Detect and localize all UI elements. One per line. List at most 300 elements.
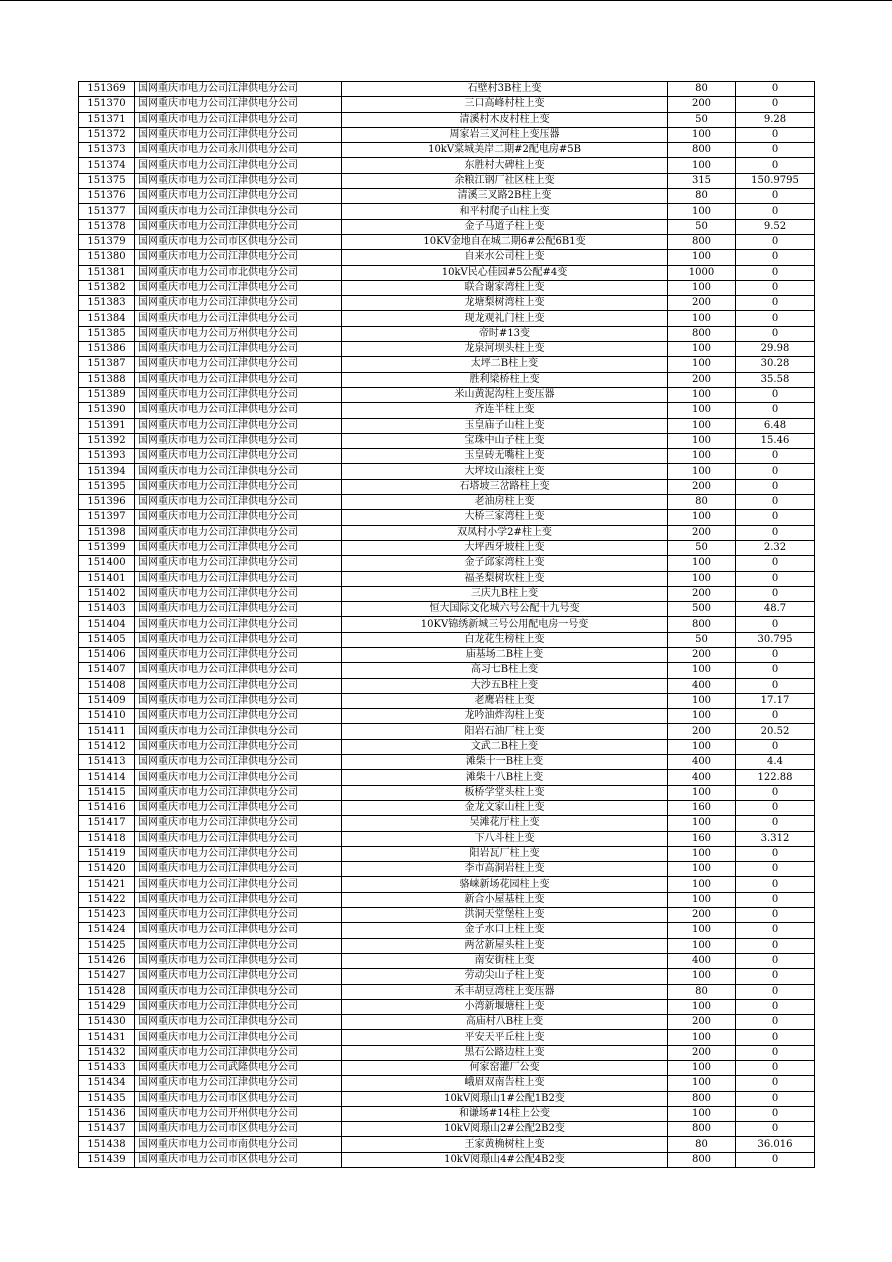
table-row — [79, 525, 815, 540]
table-row — [79, 571, 815, 586]
row-id-cell: 151382 — [79, 280, 135, 295]
company-cell: 国网重庆市电力公司永川供电分公司 — [135, 143, 342, 158]
capacity-cell: 100 — [668, 1061, 736, 1076]
row-id-cell: 151386 — [79, 342, 135, 357]
transformer-name-cell: 高庙村八B柱上变 — [342, 1015, 668, 1030]
capacity-cell: 200 — [668, 1015, 736, 1030]
transformer-name-cell: 劳动尖山子柱上变 — [342, 969, 668, 984]
capacity-cell: 100 — [668, 387, 736, 402]
value-cell: 0 — [736, 984, 815, 999]
table-row — [79, 938, 815, 953]
company-cell: 国网重庆市电力公司江津供电分公司 — [135, 953, 342, 968]
table-row — [79, 617, 815, 632]
capacity-cell: 100 — [668, 342, 736, 357]
company-cell: 国网重庆市电力公司江津供电分公司 — [135, 540, 342, 555]
value-cell: 0 — [736, 846, 815, 861]
row-id-cell: 151378 — [79, 219, 135, 234]
capacity-cell: 160 — [668, 831, 736, 846]
transformer-name-cell: 峨眉双南告柱上变 — [342, 1076, 668, 1091]
table-row — [79, 724, 815, 739]
table-row — [79, 387, 815, 402]
capacity-cell: 80 — [668, 495, 736, 510]
value-cell: 35.58 — [736, 372, 815, 387]
capacity-cell: 400 — [668, 678, 736, 693]
row-id-cell: 151404 — [79, 617, 135, 632]
table-row — [79, 219, 815, 234]
company-cell: 国网重庆市电力公司江津供电分公司 — [135, 311, 342, 326]
transformer-name-cell: 平安天平丘柱上变 — [342, 1030, 668, 1045]
capacity-cell: 100 — [668, 846, 736, 861]
value-cell: 0 — [736, 556, 815, 571]
row-id-cell: 151437 — [79, 1122, 135, 1137]
capacity-cell: 800 — [668, 617, 736, 632]
company-cell: 国网重庆市电力公司江津供电分公司 — [135, 923, 342, 938]
row-id-cell: 151425 — [79, 938, 135, 953]
capacity-cell: 50 — [668, 219, 736, 234]
table-row — [79, 908, 815, 923]
table-row — [79, 862, 815, 877]
row-id-cell: 151409 — [79, 693, 135, 708]
row-id-cell: 151390 — [79, 403, 135, 418]
value-cell: 30.795 — [736, 632, 815, 647]
table-row — [79, 112, 815, 127]
row-id-cell: 151376 — [79, 189, 135, 204]
value-cell: 0 — [736, 265, 815, 280]
table-row — [79, 1137, 815, 1152]
value-cell: 0 — [736, 617, 815, 632]
transformer-name-cell: 阳岩瓦厂柱上变 — [342, 846, 668, 861]
capacity-cell: 100 — [668, 357, 736, 372]
transformer-name-cell: 清溪村木皮村柱上变 — [342, 112, 668, 127]
row-id-cell: 151428 — [79, 984, 135, 999]
capacity-cell: 800 — [668, 1091, 736, 1106]
value-cell: 0 — [736, 280, 815, 295]
company-cell: 国网重庆市电力公司江津供电分公司 — [135, 280, 342, 295]
transformer-name-cell: 10kV阅璟山2#公配2B2变 — [342, 1122, 668, 1137]
table-row — [79, 479, 815, 494]
capacity-cell: 800 — [668, 1122, 736, 1137]
company-cell: 国网重庆市电力公司江津供电分公司 — [135, 250, 342, 265]
capacity-cell: 100 — [668, 862, 736, 877]
transformer-name-cell: 文武二B柱上变 — [342, 739, 668, 754]
transformer-name-cell: 帝时#13变 — [342, 326, 668, 341]
capacity-cell: 100 — [668, 464, 736, 479]
transformer-name-cell: 高习七B柱上变 — [342, 663, 668, 678]
table-row — [79, 831, 815, 846]
value-cell: 0 — [736, 953, 815, 968]
capacity-cell: 100 — [668, 999, 736, 1014]
capacity-cell: 100 — [668, 433, 736, 448]
capacity-cell: 100 — [668, 816, 736, 831]
transformer-name-cell: 三口高峰村柱上变 — [342, 97, 668, 112]
capacity-cell: 200 — [668, 525, 736, 540]
table-row — [79, 433, 815, 448]
transformer-name-cell: 联合谢家湾柱上变 — [342, 280, 668, 295]
row-id-cell: 151417 — [79, 816, 135, 831]
value-cell: 0 — [736, 97, 815, 112]
value-cell: 0 — [736, 1030, 815, 1045]
row-id-cell: 151424 — [79, 923, 135, 938]
company-cell: 国网重庆市电力公司市区供电分公司 — [135, 1152, 342, 1167]
transformer-name-cell: 10KV金地自在城二期6#公配6B1变 — [342, 234, 668, 249]
transformer-name-cell: 龙吟油炸沟柱上变 — [342, 709, 668, 724]
company-cell: 国网重庆市电力公司江津供电分公司 — [135, 479, 342, 494]
row-id-cell: 151389 — [79, 387, 135, 402]
capacity-cell: 100 — [668, 204, 736, 219]
table-row — [79, 342, 815, 357]
row-id-cell: 151375 — [79, 173, 135, 188]
row-id-cell: 151374 — [79, 158, 135, 173]
row-id-cell: 151426 — [79, 953, 135, 968]
row-id-cell: 151399 — [79, 540, 135, 555]
row-id-cell: 151400 — [79, 556, 135, 571]
table-row — [79, 127, 815, 142]
transformer-name-cell: 滩柴十一B柱上变 — [342, 755, 668, 770]
table-row — [79, 1076, 815, 1091]
transformer-name-cell: 南安街柱上变 — [342, 953, 668, 968]
value-cell: 0 — [736, 709, 815, 724]
company-cell: 国网重庆市电力公司江津供电分公司 — [135, 357, 342, 372]
company-cell: 国网重庆市电力公司江津供电分公司 — [135, 510, 342, 525]
company-cell: 国网重庆市电力公司江津供电分公司 — [135, 647, 342, 662]
table-row — [79, 158, 815, 173]
capacity-cell: 100 — [668, 1076, 736, 1091]
value-cell: 0 — [736, 1091, 815, 1106]
table-row — [79, 464, 815, 479]
row-id-cell: 151411 — [79, 724, 135, 739]
transformer-name-cell: 三庆九B柱上变 — [342, 586, 668, 601]
value-cell: 0 — [736, 877, 815, 892]
value-cell: 9.52 — [736, 219, 815, 234]
table-row — [79, 709, 815, 724]
row-id-cell: 151418 — [79, 831, 135, 846]
table-row — [79, 280, 815, 295]
table-row — [79, 999, 815, 1014]
company-cell: 国网重庆市电力公司市北供电分公司 — [135, 265, 342, 280]
company-cell: 国网重庆市电力公司江津供电分公司 — [135, 495, 342, 510]
transformer-name-cell: 大桥三家湾柱上变 — [342, 510, 668, 525]
table-row — [79, 296, 815, 311]
table-row — [79, 1015, 815, 1030]
row-id-cell: 151414 — [79, 770, 135, 785]
table-row — [79, 1061, 815, 1076]
capacity-cell: 400 — [668, 770, 736, 785]
capacity-cell: 100 — [668, 663, 736, 678]
table-row — [79, 143, 815, 158]
capacity-cell: 100 — [668, 1106, 736, 1121]
transformer-name-cell: 东胜村大碑柱上变 — [342, 158, 668, 173]
value-cell: 122.88 — [736, 770, 815, 785]
value-cell: 0 — [736, 204, 815, 219]
company-cell: 国网重庆市电力公司市区供电分公司 — [135, 234, 342, 249]
company-cell: 国网重庆市电力公司江津供电分公司 — [135, 663, 342, 678]
row-id-cell: 151393 — [79, 449, 135, 464]
company-cell: 国网重庆市电力公司江津供电分公司 — [135, 449, 342, 464]
transformer-name-cell: 大坪西牙坡柱上变 — [342, 540, 668, 555]
row-id-cell: 151433 — [79, 1061, 135, 1076]
value-cell: 0 — [736, 1122, 815, 1137]
value-cell: 0 — [736, 923, 815, 938]
company-cell: 国网重庆市电力公司江津供电分公司 — [135, 418, 342, 433]
table-row — [79, 892, 815, 907]
capacity-cell: 100 — [668, 709, 736, 724]
table-row — [79, 372, 815, 387]
capacity-cell: 100 — [668, 418, 736, 433]
capacity-cell: 100 — [668, 127, 736, 142]
capacity-cell: 500 — [668, 602, 736, 617]
value-cell: 150.9795 — [736, 173, 815, 188]
value-cell: 0 — [736, 785, 815, 800]
value-cell: 0 — [736, 586, 815, 601]
company-cell: 国网重庆市电力公司江津供电分公司 — [135, 984, 342, 999]
value-cell: 9.28 — [736, 112, 815, 127]
value-cell: 2.32 — [736, 540, 815, 555]
row-id-cell: 151391 — [79, 418, 135, 433]
table-row — [79, 1106, 815, 1121]
transformer-name-cell: 白龙花生榜柱上变 — [342, 632, 668, 647]
capacity-cell: 800 — [668, 143, 736, 158]
company-cell: 国网重庆市电力公司江津供电分公司 — [135, 464, 342, 479]
capacity-cell: 315 — [668, 173, 736, 188]
company-cell: 国网重庆市电力公司江津供电分公司 — [135, 571, 342, 586]
company-cell: 国网重庆市电力公司江津供电分公司 — [135, 403, 342, 418]
row-id-cell: 151423 — [79, 908, 135, 923]
row-id-cell: 151369 — [79, 82, 135, 97]
value-cell: 0 — [736, 296, 815, 311]
transformer-name-cell: 福圣梨树坎柱上变 — [342, 571, 668, 586]
transformer-name-cell: 恒大国际文化城六号公配十九号变 — [342, 602, 668, 617]
value-cell: 0 — [736, 908, 815, 923]
transformer-name-cell: 老油房柱上变 — [342, 495, 668, 510]
company-cell: 国网重庆市电力公司江津供电分公司 — [135, 755, 342, 770]
table-row — [79, 540, 815, 555]
table-row — [79, 449, 815, 464]
value-cell: 0 — [736, 464, 815, 479]
value-cell: 0 — [736, 250, 815, 265]
company-cell: 国网重庆市电力公司江津供电分公司 — [135, 632, 342, 647]
capacity-cell: 200 — [668, 296, 736, 311]
company-cell: 国网重庆市电力公司江津供电分公司 — [135, 892, 342, 907]
row-id-cell: 151396 — [79, 495, 135, 510]
row-id-cell: 151405 — [79, 632, 135, 647]
value-cell: 0 — [736, 1045, 815, 1060]
row-id-cell: 151388 — [79, 372, 135, 387]
capacity-cell: 800 — [668, 1152, 736, 1167]
value-cell: 0 — [736, 1061, 815, 1076]
table-row — [79, 969, 815, 984]
transformer-name-cell: 米山黄泥沟柱上变压器 — [342, 387, 668, 402]
table-row — [79, 97, 815, 112]
company-cell: 国网重庆市电力公司江津供电分公司 — [135, 219, 342, 234]
capacity-cell: 100 — [668, 892, 736, 907]
table-row — [79, 495, 815, 510]
transformer-name-cell: 10kV棠城美岸二期#2配电房#5B — [342, 143, 668, 158]
capacity-cell: 100 — [668, 250, 736, 265]
value-cell: 0 — [736, 449, 815, 464]
transformer-name-cell: 金子马道子柱上变 — [342, 219, 668, 234]
table-row — [79, 173, 815, 188]
value-cell: 0 — [736, 892, 815, 907]
capacity-cell: 100 — [668, 1030, 736, 1045]
value-cell: 0 — [736, 189, 815, 204]
row-id-cell: 151432 — [79, 1045, 135, 1060]
company-cell: 国网重庆市电力公司江津供电分公司 — [135, 800, 342, 815]
company-cell: 国网重庆市电力公司江津供电分公司 — [135, 433, 342, 448]
transformer-name-cell: 大坪坟山滚柱上变 — [342, 464, 668, 479]
company-cell: 国网重庆市电力公司江津供电分公司 — [135, 846, 342, 861]
company-cell: 国网重庆市电力公司万州供电分公司 — [135, 326, 342, 341]
company-cell: 国网重庆市电力公司江津供电分公司 — [135, 173, 342, 188]
company-cell: 国网重庆市电力公司江津供电分公司 — [135, 372, 342, 387]
company-cell: 国网重庆市电力公司江津供电分公司 — [135, 785, 342, 800]
company-cell: 国网重庆市电力公司江津供电分公司 — [135, 1076, 342, 1091]
capacity-cell: 100 — [668, 510, 736, 525]
value-cell: 0 — [736, 969, 815, 984]
company-cell: 国网重庆市电力公司江津供电分公司 — [135, 97, 342, 112]
row-id-cell: 151429 — [79, 999, 135, 1014]
capacity-cell: 100 — [668, 969, 736, 984]
value-cell: 0 — [736, 571, 815, 586]
transformer-name-cell: 老鹰岩柱上变 — [342, 693, 668, 708]
company-cell: 国网重庆市电力公司江津供电分公司 — [135, 158, 342, 173]
transformer-name-cell: 自来水公司柱上变 — [342, 250, 668, 265]
row-id-cell: 151372 — [79, 127, 135, 142]
row-id-cell: 151394 — [79, 464, 135, 479]
value-cell: 0 — [736, 510, 815, 525]
row-id-cell: 151410 — [79, 709, 135, 724]
capacity-cell: 100 — [668, 158, 736, 173]
capacity-cell: 200 — [668, 647, 736, 662]
row-id-cell: 151421 — [79, 877, 135, 892]
row-id-cell: 151416 — [79, 800, 135, 815]
transformer-name-cell: 双凤村小学2#柱上变 — [342, 525, 668, 540]
company-cell: 国网重庆市电力公司市区供电分公司 — [135, 1122, 342, 1137]
transformer-name-cell: 10kV阅璟山1#公配1B2变 — [342, 1091, 668, 1106]
capacity-cell: 80 — [668, 1137, 736, 1152]
value-cell: 0 — [736, 495, 815, 510]
value-cell: 0 — [736, 127, 815, 142]
table-row — [79, 556, 815, 571]
company-cell: 国网重庆市电力公司江津供电分公司 — [135, 816, 342, 831]
row-id-cell: 151401 — [79, 571, 135, 586]
transformer-name-cell: 清溪三叉路2B柱上变 — [342, 189, 668, 204]
capacity-cell: 80 — [668, 82, 736, 97]
capacity-cell: 1000 — [668, 265, 736, 280]
table-row — [79, 800, 815, 815]
capacity-cell: 200 — [668, 908, 736, 923]
table-row — [79, 663, 815, 678]
table-row — [79, 326, 815, 341]
capacity-cell: 100 — [668, 556, 736, 571]
company-cell: 国网重庆市电力公司江津供电分公司 — [135, 999, 342, 1014]
row-id-cell: 151387 — [79, 357, 135, 372]
value-cell: 0 — [736, 525, 815, 540]
table-row — [79, 602, 815, 617]
value-cell: 0 — [736, 158, 815, 173]
value-cell: 0 — [736, 143, 815, 158]
company-cell: 国网重庆市电力公司江津供电分公司 — [135, 739, 342, 754]
table-row — [79, 82, 815, 97]
transformer-name-cell: 王家黄桷树柱上变 — [342, 1137, 668, 1152]
table-row — [79, 204, 815, 219]
company-cell: 国网重庆市电力公司江津供电分公司 — [135, 678, 342, 693]
row-id-cell: 151392 — [79, 433, 135, 448]
transformer-name-cell: 金子邱家湾柱上变 — [342, 556, 668, 571]
table-row — [79, 403, 815, 418]
company-cell: 国网重庆市电力公司江津供电分公司 — [135, 204, 342, 219]
row-id-cell: 151370 — [79, 97, 135, 112]
value-cell: 48.7 — [736, 602, 815, 617]
transformer-name-cell: 小湾新堰塘柱上变 — [342, 999, 668, 1014]
capacity-cell: 50 — [668, 112, 736, 127]
row-id-cell: 151381 — [79, 265, 135, 280]
capacity-cell: 100 — [668, 923, 736, 938]
row-id-cell: 151439 — [79, 1152, 135, 1167]
company-cell: 国网重庆市电力公司江津供电分公司 — [135, 770, 342, 785]
table-row — [79, 418, 815, 433]
row-id-cell: 151412 — [79, 739, 135, 754]
capacity-cell: 100 — [668, 693, 736, 708]
row-id-cell: 151420 — [79, 862, 135, 877]
company-cell: 国网重庆市电力公司江津供电分公司 — [135, 938, 342, 953]
value-cell: 4.4 — [736, 755, 815, 770]
row-id-cell: 151406 — [79, 647, 135, 662]
capacity-cell: 100 — [668, 571, 736, 586]
row-id-cell: 151422 — [79, 892, 135, 907]
table-row — [79, 785, 815, 800]
table-row — [79, 1091, 815, 1106]
row-id-cell: 151395 — [79, 479, 135, 494]
transformer-name-cell: 洪洞天堂堡柱上变 — [342, 908, 668, 923]
table-body — [79, 82, 815, 1168]
row-id-cell: 151402 — [79, 586, 135, 601]
row-id-cell: 151431 — [79, 1030, 135, 1045]
row-id-cell: 151413 — [79, 755, 135, 770]
table-row — [79, 678, 815, 693]
row-id-cell: 151436 — [79, 1106, 135, 1121]
value-cell: 3.312 — [736, 831, 815, 846]
value-cell: 0 — [736, 663, 815, 678]
value-cell: 0 — [736, 403, 815, 418]
transformer-name-cell: 两岔新屋头柱上变 — [342, 938, 668, 953]
transformer-name-cell: 10kV阅璟山4#公配4B2变 — [342, 1152, 668, 1167]
row-id-cell: 151397 — [79, 510, 135, 525]
transformer-name-cell: 太坪二B柱上变 — [342, 357, 668, 372]
value-cell: 0 — [736, 1106, 815, 1121]
table-row — [79, 250, 815, 265]
company-cell: 国网重庆市电力公司江津供电分公司 — [135, 556, 342, 571]
table-row — [79, 311, 815, 326]
row-id-cell: 151419 — [79, 846, 135, 861]
value-cell: 0 — [736, 647, 815, 662]
transformer-name-cell: 板桥学堂头柱上变 — [342, 785, 668, 800]
company-cell: 国网重庆市电力公司江津供电分公司 — [135, 969, 342, 984]
company-cell: 国网重庆市电力公司开州供电分公司 — [135, 1106, 342, 1121]
company-cell: 国网重庆市电力公司江津供电分公司 — [135, 862, 342, 877]
table-row — [79, 755, 815, 770]
row-id-cell: 151438 — [79, 1137, 135, 1152]
transformer-name-cell: 石壁村3B柱上变 — [342, 82, 668, 97]
value-cell: 0 — [736, 800, 815, 815]
company-cell: 国网重庆市电力公司江津供电分公司 — [135, 189, 342, 204]
transformer-name-cell: 周家岩三叉河柱上变压器 — [342, 127, 668, 142]
table-row — [79, 357, 815, 372]
company-cell: 国网重庆市电力公司江津供电分公司 — [135, 586, 342, 601]
table-row — [79, 923, 815, 938]
table-row — [79, 846, 815, 861]
company-cell: 国网重庆市电力公司江津供电分公司 — [135, 831, 342, 846]
row-id-cell: 151373 — [79, 143, 135, 158]
